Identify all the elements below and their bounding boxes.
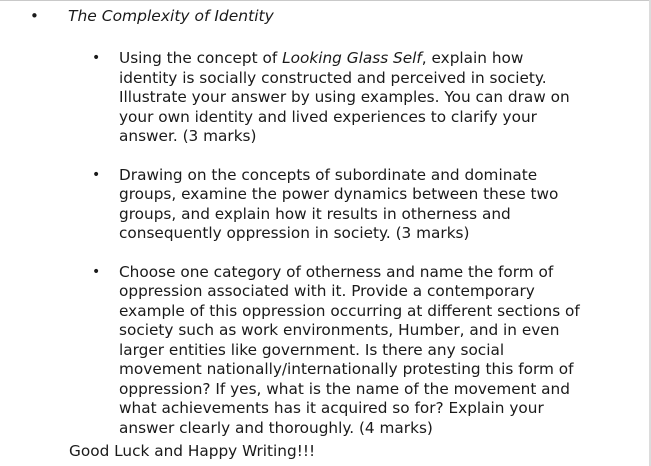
question-line-part: Using the concept of bbox=[119, 49, 283, 67]
question-line-part: , explain how bbox=[421, 49, 524, 67]
question-line: larger entities like government. Is there any social bbox=[119, 340, 505, 359]
question-line: groups, examine the power dynamics between these two bbox=[119, 185, 559, 203]
question-bullet: • bbox=[92, 166, 101, 183]
question-line: answer. (3 marks) bbox=[119, 127, 257, 145]
question-line: consequently oppression in society. (3 marks) bbox=[119, 224, 470, 242]
question-line: Drawing on the concepts of subordinate and dominate bbox=[119, 165, 538, 184]
question-line: groups, and explain how it results in otherness and bbox=[119, 204, 511, 223]
question-text bbox=[119, 49, 634, 147]
question-list bbox=[92, 49, 632, 457]
page-top-edge bbox=[0, 0, 651, 1]
question-text bbox=[119, 263, 634, 439]
question-line: what achievements has it acquired so for? Explain your bbox=[119, 399, 544, 417]
closing-message: Good Luck and Happy Writing!!! bbox=[69, 442, 316, 460]
question-text bbox=[119, 166, 634, 244]
question-bullet: • bbox=[92, 263, 101, 280]
question-emphasis: Looking Glass Self bbox=[282, 49, 422, 67]
section-bullet: • bbox=[30, 7, 39, 25]
question-line: Illustrate your answer by using examples. You can draw on bbox=[119, 88, 570, 106]
question-line: oppression associated with it. Provide a contemporary bbox=[119, 282, 535, 300]
question-line: Choose one category of otherness and name the form of bbox=[119, 262, 554, 281]
question-item-3 bbox=[92, 263, 632, 439]
section-heading: The Complexity of Identity bbox=[68, 7, 274, 25]
question-bullet: • bbox=[92, 50, 101, 66]
question-line: your own identity and lived experiences to clarify your bbox=[119, 107, 537, 126]
question-item-1 bbox=[92, 49, 632, 147]
question-line: example of this oppression occurring at different sections of bbox=[119, 301, 580, 320]
question-line: society such as work environments, Humber, and in even bbox=[119, 321, 560, 339]
question-line: identity is socially constructed and perceived in society. bbox=[119, 68, 547, 87]
question-line: movement nationally/internationally protesting this form of bbox=[119, 360, 574, 378]
question-line bbox=[119, 49, 634, 69]
question-item-2 bbox=[92, 166, 632, 244]
question-line: oppression? If yes, what is the name of the movement and bbox=[119, 379, 570, 398]
question-line: answer clearly and thoroughly. (4 marks) bbox=[119, 418, 433, 437]
